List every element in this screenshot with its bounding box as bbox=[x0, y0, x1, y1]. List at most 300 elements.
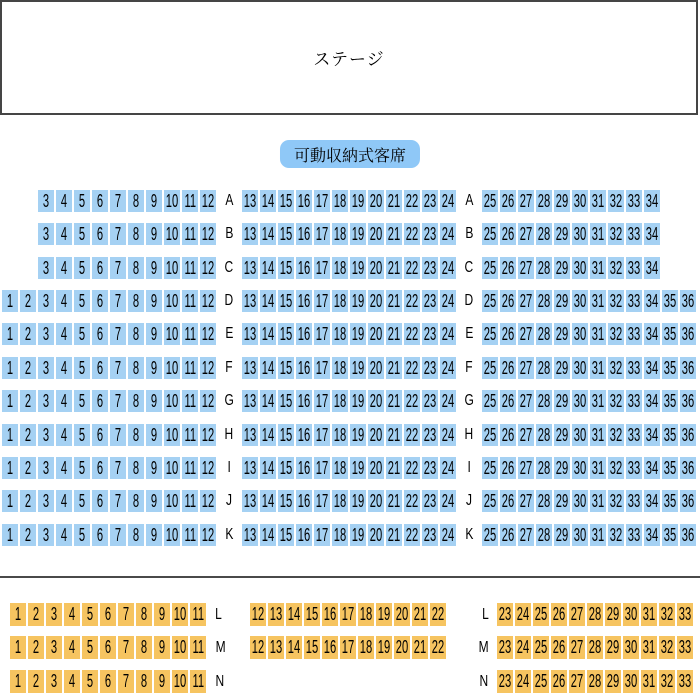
seat[interactable] bbox=[368, 457, 384, 479]
seat[interactable] bbox=[128, 490, 144, 512]
seat[interactable] bbox=[430, 636, 446, 659]
seat[interactable] bbox=[100, 603, 116, 626]
seat[interactable] bbox=[278, 457, 294, 479]
seat[interactable] bbox=[10, 603, 26, 626]
seat[interactable] bbox=[394, 603, 410, 626]
seat[interactable] bbox=[386, 290, 402, 312]
seat[interactable] bbox=[182, 457, 198, 479]
seat[interactable] bbox=[587, 603, 603, 626]
seat[interactable] bbox=[482, 290, 498, 312]
seat[interactable] bbox=[623, 636, 639, 659]
seat[interactable] bbox=[497, 603, 513, 626]
seat[interactable] bbox=[242, 323, 258, 345]
seat[interactable] bbox=[128, 424, 144, 446]
seat[interactable] bbox=[296, 457, 312, 479]
seat[interactable] bbox=[386, 323, 402, 345]
seat[interactable] bbox=[368, 424, 384, 446]
seat[interactable] bbox=[680, 490, 696, 512]
seat[interactable] bbox=[164, 390, 180, 412]
seat[interactable] bbox=[644, 323, 660, 345]
seat[interactable] bbox=[376, 603, 392, 626]
seat[interactable] bbox=[569, 603, 585, 626]
seat[interactable] bbox=[626, 524, 642, 546]
seat[interactable] bbox=[641, 636, 657, 659]
seat[interactable] bbox=[92, 424, 108, 446]
seat[interactable] bbox=[20, 524, 36, 546]
seat[interactable] bbox=[314, 190, 330, 212]
seat[interactable] bbox=[10, 636, 26, 659]
seat[interactable] bbox=[332, 323, 348, 345]
seat[interactable] bbox=[242, 490, 258, 512]
seat[interactable] bbox=[260, 323, 276, 345]
seat[interactable] bbox=[128, 257, 144, 279]
seat[interactable] bbox=[2, 524, 18, 546]
seat[interactable] bbox=[554, 490, 570, 512]
seat[interactable] bbox=[182, 357, 198, 379]
seat[interactable] bbox=[56, 424, 72, 446]
seat[interactable] bbox=[608, 390, 624, 412]
seat[interactable] bbox=[644, 524, 660, 546]
seat[interactable] bbox=[200, 490, 216, 512]
seat[interactable] bbox=[386, 524, 402, 546]
seat[interactable] bbox=[304, 603, 320, 626]
seat[interactable] bbox=[605, 636, 621, 659]
seat[interactable] bbox=[190, 636, 206, 659]
seat[interactable] bbox=[608, 257, 624, 279]
seat[interactable] bbox=[626, 290, 642, 312]
seat[interactable] bbox=[136, 636, 152, 659]
seat[interactable] bbox=[590, 190, 606, 212]
seat[interactable] bbox=[74, 490, 90, 512]
seat[interactable] bbox=[518, 457, 534, 479]
seat[interactable] bbox=[641, 603, 657, 626]
seat[interactable] bbox=[304, 636, 320, 659]
seat[interactable] bbox=[368, 390, 384, 412]
seat[interactable] bbox=[500, 424, 516, 446]
seat[interactable] bbox=[278, 223, 294, 245]
seat[interactable] bbox=[128, 223, 144, 245]
seat[interactable] bbox=[28, 670, 44, 693]
seat[interactable] bbox=[242, 457, 258, 479]
seat[interactable] bbox=[38, 457, 54, 479]
seat[interactable] bbox=[38, 190, 54, 212]
seat[interactable] bbox=[590, 390, 606, 412]
seat[interactable] bbox=[533, 636, 549, 659]
seat[interactable] bbox=[536, 323, 552, 345]
seat[interactable] bbox=[92, 524, 108, 546]
seat[interactable] bbox=[605, 603, 621, 626]
seat[interactable] bbox=[56, 524, 72, 546]
seat[interactable] bbox=[20, 390, 36, 412]
seat[interactable] bbox=[386, 490, 402, 512]
seat[interactable] bbox=[182, 524, 198, 546]
seat[interactable] bbox=[500, 223, 516, 245]
seat[interactable] bbox=[268, 636, 284, 659]
seat[interactable] bbox=[518, 257, 534, 279]
seat[interactable] bbox=[554, 323, 570, 345]
seat[interactable] bbox=[350, 223, 366, 245]
seat[interactable] bbox=[128, 524, 144, 546]
seat[interactable] bbox=[332, 424, 348, 446]
seat[interactable] bbox=[164, 424, 180, 446]
seat[interactable] bbox=[92, 290, 108, 312]
seat[interactable] bbox=[368, 190, 384, 212]
seat[interactable] bbox=[536, 390, 552, 412]
seat[interactable] bbox=[572, 223, 588, 245]
seat[interactable] bbox=[644, 490, 660, 512]
seat[interactable] bbox=[182, 290, 198, 312]
seat[interactable] bbox=[242, 424, 258, 446]
seat[interactable] bbox=[2, 457, 18, 479]
seat[interactable] bbox=[56, 190, 72, 212]
seat[interactable] bbox=[422, 323, 438, 345]
seat[interactable] bbox=[440, 424, 456, 446]
seat[interactable] bbox=[332, 457, 348, 479]
seat[interactable] bbox=[662, 457, 678, 479]
seat[interactable] bbox=[590, 323, 606, 345]
seat[interactable] bbox=[332, 357, 348, 379]
seat[interactable] bbox=[38, 390, 54, 412]
seat[interactable] bbox=[497, 670, 513, 693]
seat[interactable] bbox=[386, 357, 402, 379]
seat[interactable] bbox=[314, 323, 330, 345]
seat[interactable] bbox=[536, 357, 552, 379]
seat[interactable] bbox=[368, 524, 384, 546]
seat[interactable] bbox=[677, 670, 693, 693]
seat[interactable] bbox=[100, 670, 116, 693]
seat[interactable] bbox=[332, 223, 348, 245]
seat[interactable] bbox=[314, 457, 330, 479]
seat[interactable] bbox=[554, 223, 570, 245]
seat[interactable] bbox=[590, 424, 606, 446]
seat[interactable] bbox=[296, 424, 312, 446]
seat[interactable] bbox=[554, 424, 570, 446]
seat[interactable] bbox=[350, 390, 366, 412]
seat[interactable] bbox=[20, 490, 36, 512]
seat[interactable] bbox=[74, 524, 90, 546]
seat[interactable] bbox=[260, 524, 276, 546]
seat[interactable] bbox=[182, 390, 198, 412]
seat[interactable] bbox=[554, 524, 570, 546]
seat[interactable] bbox=[200, 357, 216, 379]
seat[interactable] bbox=[146, 390, 162, 412]
seat[interactable] bbox=[587, 636, 603, 659]
seat[interactable] bbox=[350, 190, 366, 212]
seat[interactable] bbox=[404, 524, 420, 546]
seat[interactable] bbox=[644, 457, 660, 479]
seat[interactable] bbox=[250, 603, 266, 626]
seat[interactable] bbox=[286, 636, 302, 659]
seat[interactable] bbox=[482, 457, 498, 479]
seat[interactable] bbox=[626, 190, 642, 212]
seat[interactable] bbox=[404, 223, 420, 245]
seat[interactable] bbox=[536, 223, 552, 245]
seat[interactable] bbox=[74, 390, 90, 412]
seat[interactable] bbox=[10, 670, 26, 693]
seat[interactable] bbox=[644, 290, 660, 312]
seat[interactable] bbox=[278, 323, 294, 345]
seat[interactable] bbox=[554, 457, 570, 479]
seat[interactable] bbox=[440, 323, 456, 345]
seat[interactable] bbox=[64, 670, 80, 693]
seat[interactable] bbox=[92, 223, 108, 245]
seat[interactable] bbox=[533, 603, 549, 626]
seat[interactable] bbox=[164, 524, 180, 546]
seat[interactable] bbox=[350, 524, 366, 546]
seat[interactable] bbox=[278, 490, 294, 512]
seat[interactable] bbox=[260, 490, 276, 512]
seat[interactable] bbox=[626, 323, 642, 345]
seat[interactable] bbox=[518, 323, 534, 345]
seat[interactable] bbox=[644, 257, 660, 279]
seat[interactable] bbox=[554, 190, 570, 212]
seat[interactable] bbox=[572, 490, 588, 512]
seat[interactable] bbox=[412, 603, 428, 626]
seat[interactable] bbox=[182, 190, 198, 212]
seat[interactable] bbox=[136, 670, 152, 693]
seat[interactable] bbox=[286, 603, 302, 626]
seat[interactable] bbox=[422, 223, 438, 245]
seat[interactable] bbox=[518, 357, 534, 379]
seat[interactable] bbox=[482, 223, 498, 245]
seat[interactable] bbox=[164, 323, 180, 345]
seat[interactable] bbox=[340, 603, 356, 626]
seat[interactable] bbox=[626, 257, 642, 279]
seat[interactable] bbox=[46, 636, 62, 659]
seat[interactable] bbox=[404, 257, 420, 279]
seat[interactable] bbox=[572, 390, 588, 412]
seat[interactable] bbox=[314, 490, 330, 512]
seat[interactable] bbox=[332, 257, 348, 279]
seat[interactable] bbox=[110, 190, 126, 212]
seat[interactable] bbox=[74, 190, 90, 212]
seat[interactable] bbox=[190, 670, 206, 693]
seat[interactable] bbox=[46, 670, 62, 693]
seat[interactable] bbox=[482, 424, 498, 446]
seat[interactable] bbox=[82, 636, 98, 659]
seat[interactable] bbox=[569, 636, 585, 659]
seat[interactable] bbox=[190, 603, 206, 626]
seat[interactable] bbox=[110, 490, 126, 512]
seat[interactable] bbox=[296, 290, 312, 312]
seat[interactable] bbox=[662, 424, 678, 446]
seat[interactable] bbox=[572, 190, 588, 212]
seat[interactable] bbox=[662, 323, 678, 345]
seat[interactable] bbox=[146, 424, 162, 446]
seat[interactable] bbox=[260, 190, 276, 212]
seat[interactable] bbox=[242, 223, 258, 245]
seat[interactable] bbox=[500, 490, 516, 512]
seat[interactable] bbox=[551, 670, 567, 693]
seat[interactable] bbox=[590, 357, 606, 379]
seat[interactable] bbox=[260, 424, 276, 446]
seat[interactable] bbox=[278, 390, 294, 412]
seat[interactable] bbox=[608, 323, 624, 345]
seat[interactable] bbox=[118, 670, 134, 693]
seat[interactable] bbox=[482, 390, 498, 412]
seat[interactable] bbox=[200, 290, 216, 312]
seat[interactable] bbox=[500, 457, 516, 479]
seat[interactable] bbox=[386, 257, 402, 279]
seat[interactable] bbox=[482, 524, 498, 546]
seat[interactable] bbox=[536, 424, 552, 446]
seat[interactable] bbox=[350, 290, 366, 312]
seat[interactable] bbox=[314, 290, 330, 312]
seat[interactable] bbox=[110, 424, 126, 446]
seat[interactable] bbox=[404, 190, 420, 212]
seat[interactable] bbox=[172, 670, 188, 693]
seat[interactable] bbox=[677, 636, 693, 659]
seat[interactable] bbox=[358, 636, 374, 659]
seat[interactable] bbox=[128, 457, 144, 479]
seat[interactable] bbox=[680, 323, 696, 345]
seat[interactable] bbox=[260, 223, 276, 245]
seat[interactable] bbox=[626, 357, 642, 379]
seat[interactable] bbox=[623, 603, 639, 626]
seat[interactable] bbox=[182, 257, 198, 279]
seat[interactable] bbox=[38, 357, 54, 379]
seat[interactable] bbox=[20, 290, 36, 312]
seat[interactable] bbox=[278, 357, 294, 379]
seat[interactable] bbox=[56, 457, 72, 479]
seat[interactable] bbox=[154, 603, 170, 626]
seat[interactable] bbox=[200, 524, 216, 546]
seat[interactable] bbox=[296, 323, 312, 345]
seat[interactable] bbox=[350, 424, 366, 446]
seat[interactable] bbox=[268, 603, 284, 626]
seat[interactable] bbox=[146, 223, 162, 245]
seat[interactable] bbox=[551, 636, 567, 659]
seat[interactable] bbox=[368, 490, 384, 512]
seat[interactable] bbox=[92, 390, 108, 412]
seat[interactable] bbox=[536, 257, 552, 279]
seat[interactable] bbox=[74, 323, 90, 345]
seat[interactable] bbox=[368, 257, 384, 279]
seat[interactable] bbox=[350, 257, 366, 279]
seat[interactable] bbox=[590, 524, 606, 546]
seat[interactable] bbox=[404, 457, 420, 479]
seat[interactable] bbox=[386, 424, 402, 446]
seat[interactable] bbox=[659, 636, 675, 659]
seat[interactable] bbox=[154, 636, 170, 659]
seat[interactable] bbox=[386, 190, 402, 212]
seat[interactable] bbox=[608, 457, 624, 479]
seat[interactable] bbox=[74, 457, 90, 479]
seat[interactable] bbox=[260, 357, 276, 379]
seat[interactable] bbox=[296, 490, 312, 512]
seat[interactable] bbox=[644, 390, 660, 412]
seat[interactable] bbox=[662, 490, 678, 512]
seat[interactable] bbox=[590, 490, 606, 512]
seat[interactable] bbox=[314, 223, 330, 245]
seat[interactable] bbox=[92, 457, 108, 479]
seat[interactable] bbox=[518, 490, 534, 512]
seat[interactable] bbox=[182, 323, 198, 345]
seat[interactable] bbox=[430, 603, 446, 626]
seat[interactable] bbox=[82, 670, 98, 693]
seat[interactable] bbox=[146, 323, 162, 345]
seat[interactable] bbox=[608, 190, 624, 212]
seat[interactable] bbox=[260, 257, 276, 279]
seat[interactable] bbox=[440, 223, 456, 245]
seat[interactable] bbox=[500, 257, 516, 279]
seat[interactable] bbox=[74, 424, 90, 446]
seat[interactable] bbox=[200, 223, 216, 245]
seat[interactable] bbox=[404, 390, 420, 412]
seat[interactable] bbox=[376, 636, 392, 659]
seat[interactable] bbox=[164, 190, 180, 212]
seat[interactable] bbox=[332, 390, 348, 412]
seat[interactable] bbox=[20, 323, 36, 345]
seat[interactable] bbox=[500, 524, 516, 546]
seat[interactable] bbox=[314, 257, 330, 279]
seat[interactable] bbox=[332, 524, 348, 546]
seat[interactable] bbox=[146, 257, 162, 279]
seat[interactable] bbox=[110, 223, 126, 245]
seat[interactable] bbox=[20, 424, 36, 446]
seat[interactable] bbox=[572, 323, 588, 345]
seat[interactable] bbox=[422, 490, 438, 512]
seat[interactable] bbox=[64, 636, 80, 659]
seat[interactable] bbox=[368, 323, 384, 345]
seat[interactable] bbox=[412, 636, 428, 659]
seat[interactable] bbox=[659, 603, 675, 626]
seat[interactable] bbox=[422, 524, 438, 546]
seat[interactable] bbox=[358, 603, 374, 626]
seat[interactable] bbox=[296, 390, 312, 412]
seat[interactable] bbox=[680, 290, 696, 312]
seat[interactable] bbox=[350, 357, 366, 379]
seat[interactable] bbox=[590, 223, 606, 245]
seat[interactable] bbox=[422, 390, 438, 412]
seat[interactable] bbox=[641, 670, 657, 693]
seat[interactable] bbox=[260, 390, 276, 412]
seat[interactable] bbox=[56, 490, 72, 512]
seat[interactable] bbox=[572, 257, 588, 279]
seat[interactable] bbox=[536, 190, 552, 212]
seat[interactable] bbox=[110, 323, 126, 345]
seat[interactable] bbox=[536, 524, 552, 546]
seat[interactable] bbox=[394, 636, 410, 659]
seat[interactable] bbox=[482, 323, 498, 345]
seat[interactable] bbox=[322, 603, 338, 626]
seat[interactable] bbox=[20, 457, 36, 479]
seat[interactable] bbox=[322, 636, 338, 659]
seat[interactable] bbox=[572, 524, 588, 546]
seat[interactable] bbox=[500, 357, 516, 379]
seat[interactable] bbox=[110, 290, 126, 312]
seat[interactable] bbox=[38, 323, 54, 345]
seat[interactable] bbox=[680, 424, 696, 446]
seat[interactable] bbox=[146, 190, 162, 212]
seat[interactable] bbox=[500, 190, 516, 212]
seat[interactable] bbox=[500, 390, 516, 412]
seat[interactable] bbox=[332, 290, 348, 312]
seat[interactable] bbox=[536, 290, 552, 312]
seat[interactable] bbox=[182, 223, 198, 245]
seat[interactable] bbox=[440, 257, 456, 279]
seat[interactable] bbox=[200, 190, 216, 212]
seat[interactable] bbox=[314, 357, 330, 379]
seat[interactable] bbox=[623, 670, 639, 693]
seat[interactable] bbox=[28, 603, 44, 626]
seat[interactable] bbox=[404, 323, 420, 345]
seat[interactable] bbox=[242, 357, 258, 379]
seat[interactable] bbox=[172, 636, 188, 659]
seat[interactable] bbox=[146, 457, 162, 479]
seat[interactable] bbox=[2, 290, 18, 312]
seat[interactable] bbox=[250, 636, 266, 659]
